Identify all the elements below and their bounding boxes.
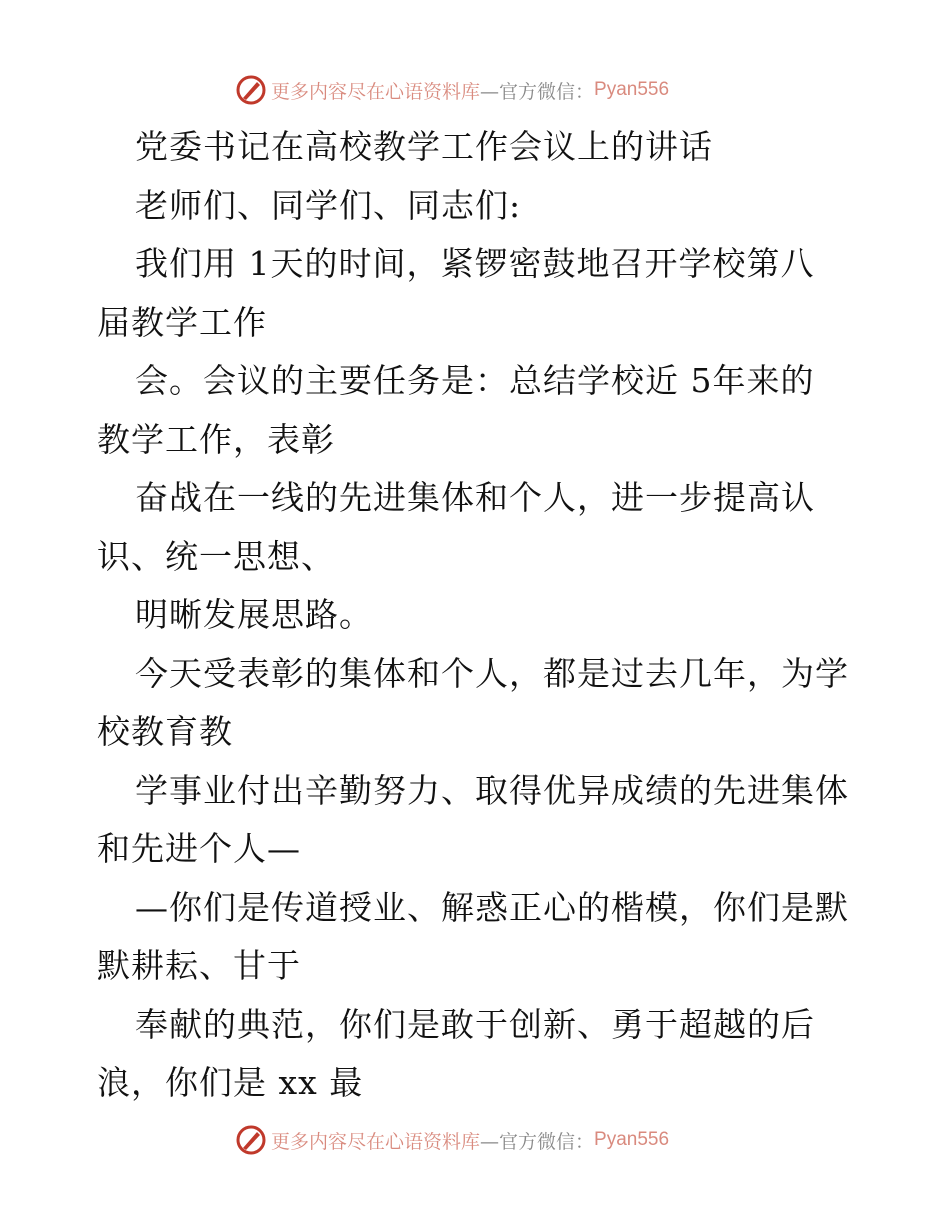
text-line: 党委书记在高校教学工作会议上的讲话 <box>135 127 713 166</box>
text-line: 默耕耘、甘于 <box>97 946 301 985</box>
text-line: 届教学工作 <box>97 302 267 342</box>
pen-logo-icon <box>235 1124 267 1156</box>
text-line: 会。会议的主要任务是：总结学校近 5年来的 <box>135 361 815 400</box>
watermark-separator: —官方微信： <box>480 80 595 103</box>
text-line: 教学工作，表彰 <box>97 419 335 459</box>
pen-logo-icon <box>235 74 267 106</box>
watermark-id: Pyan556 <box>594 79 670 100</box>
watermark-site: 更多内容尽在心语资料库 <box>271 1130 481 1153</box>
watermark-site: 更多内容尽在心语资料库 <box>271 80 481 103</box>
text-line: 今天受表彰的集体和个人，都是过去几年，为学 <box>135 653 849 693</box>
text-line: 奋战在一线的先进集体和个人，进一步提高认 <box>135 478 815 517</box>
text-line: 识、统一思想、 <box>97 536 335 576</box>
footer-watermark <box>235 1122 669 1158</box>
text-line: —你们是传道授业、解惑正心的楷模，你们是默 <box>135 887 849 927</box>
watermark-id: Pyan556 <box>594 1129 670 1150</box>
text-line: 校教育教 <box>97 712 233 751</box>
text-line: 和先进个人— <box>97 829 301 868</box>
text-line: 老师们、同学们、同志们: <box>135 185 522 225</box>
text-line: 学事业付出辛勤努力、取得优异成绩的先进集体 <box>135 770 849 810</box>
header-watermark <box>235 72 669 108</box>
text-line: 奉献的典范，你们是敢于创新、勇于超越的后 <box>135 1004 815 1044</box>
text-line: 浪，你们是 xx 最 <box>97 1063 364 1102</box>
text-line: 我们用 1天的时间，紧锣密鼓地召开学校第八 <box>135 244 815 283</box>
watermark-separator: —官方微信： <box>480 1130 595 1153</box>
text-line: 明晰发展思路。 <box>135 595 373 634</box>
